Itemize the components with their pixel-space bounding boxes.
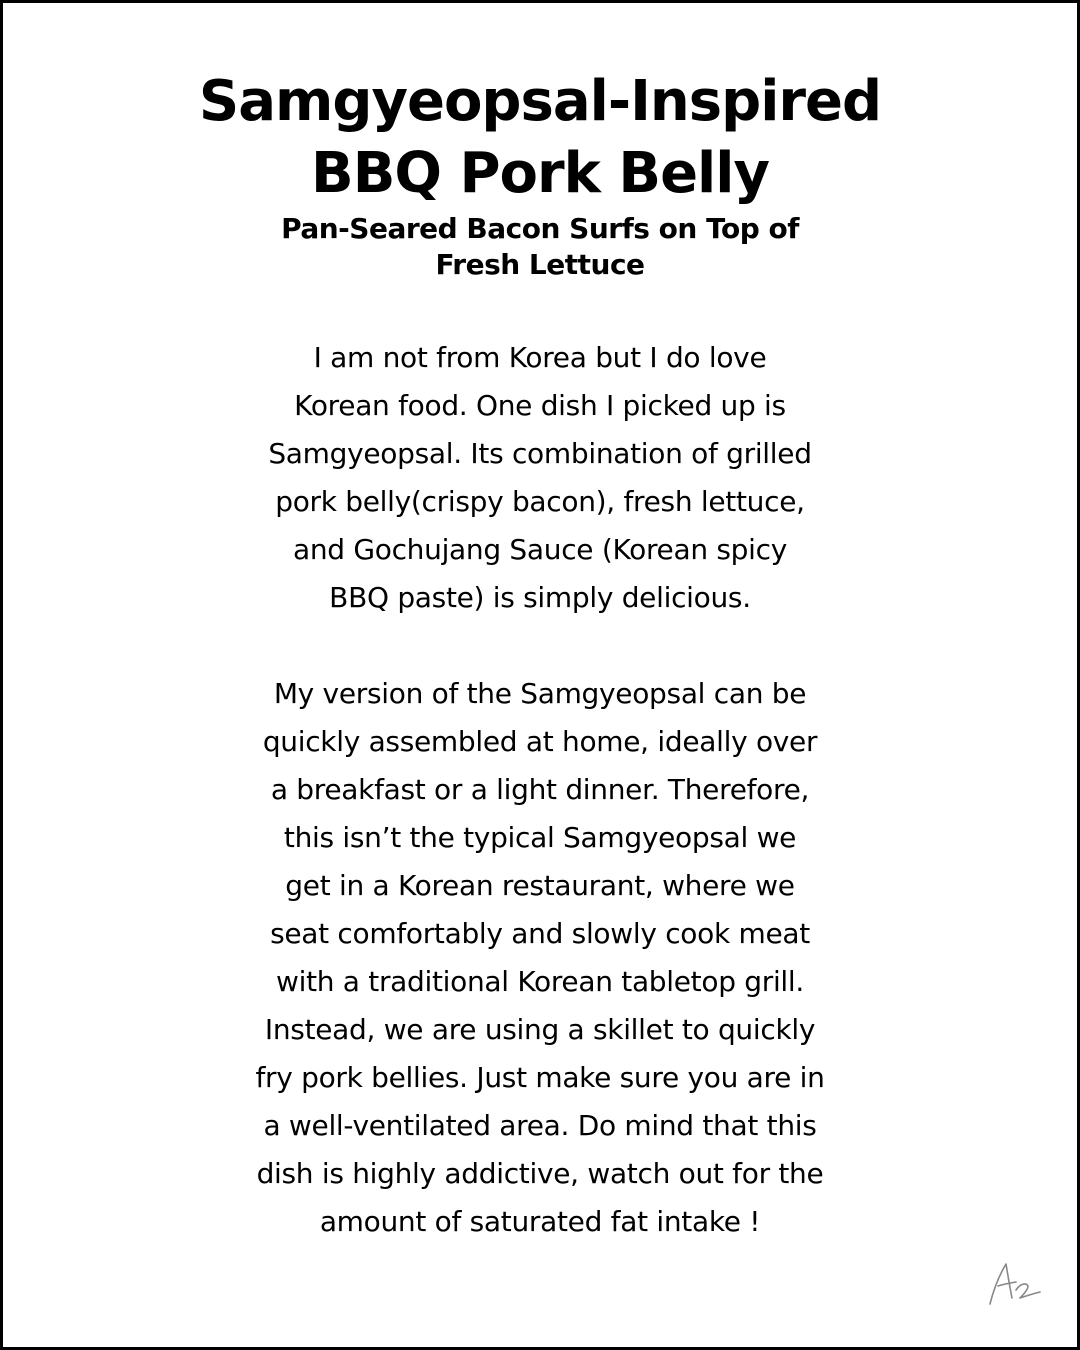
- subtitle-line-1: Pan-Seared Bacon Surfs on Top of: [281, 212, 799, 245]
- page-title-line-2: BBQ Pork Belly: [311, 141, 769, 206]
- paragraph-line: seat comfortably and slowly cook meat: [270, 917, 810, 950]
- paragraph-line: amount of saturated fat intake !: [319, 1205, 761, 1238]
- description-paragraph: [140, 670, 940, 1246]
- paragraph-line: BBQ paste) is simply delicious.: [329, 581, 751, 614]
- paragraph-line: pork belly(crispy bacon), fresh lettuce,: [275, 485, 805, 518]
- paragraph-line: My version of the Samgyeopsal can be: [273, 677, 807, 710]
- handwritten-signature-icon: [986, 1258, 1046, 1308]
- page-title-line-1: Samgyeopsal-Inspired: [198, 69, 882, 134]
- paragraph-line: quickly assembled at home, ideally over: [262, 725, 818, 758]
- paragraph-line: Samgyeopsal. Its combination of grilled: [268, 437, 812, 470]
- paragraph-line: a well-ventilated area. Do mind that this: [263, 1109, 817, 1142]
- paragraph-line: this isn’t the typical Samgyeopsal we: [283, 821, 797, 854]
- paragraph-line: a breakfast or a light dinner. Therefore,: [270, 773, 810, 806]
- paragraph-line: Instead, we are using a skillet to quickly: [264, 1013, 816, 1046]
- paragraph-line: and Gochujang Sauce (Korean spicy: [292, 533, 787, 566]
- subtitle-line-2: Fresh Lettuce: [435, 248, 645, 281]
- paragraph-line: fry pork bellies. Just make sure you are in: [255, 1061, 825, 1094]
- paragraph-line: I am not from Korea but I do love: [313, 341, 767, 374]
- intro-paragraph: [140, 334, 940, 622]
- paragraph-line: Korean food. One dish I picked up is: [294, 389, 786, 422]
- paragraph-line: with a traditional Korean tabletop grill.: [276, 965, 804, 998]
- paragraph-line: dish is highly addictive, watch out for the: [256, 1157, 824, 1190]
- paragraph-line: get in a Korean restaurant, where we: [285, 869, 795, 902]
